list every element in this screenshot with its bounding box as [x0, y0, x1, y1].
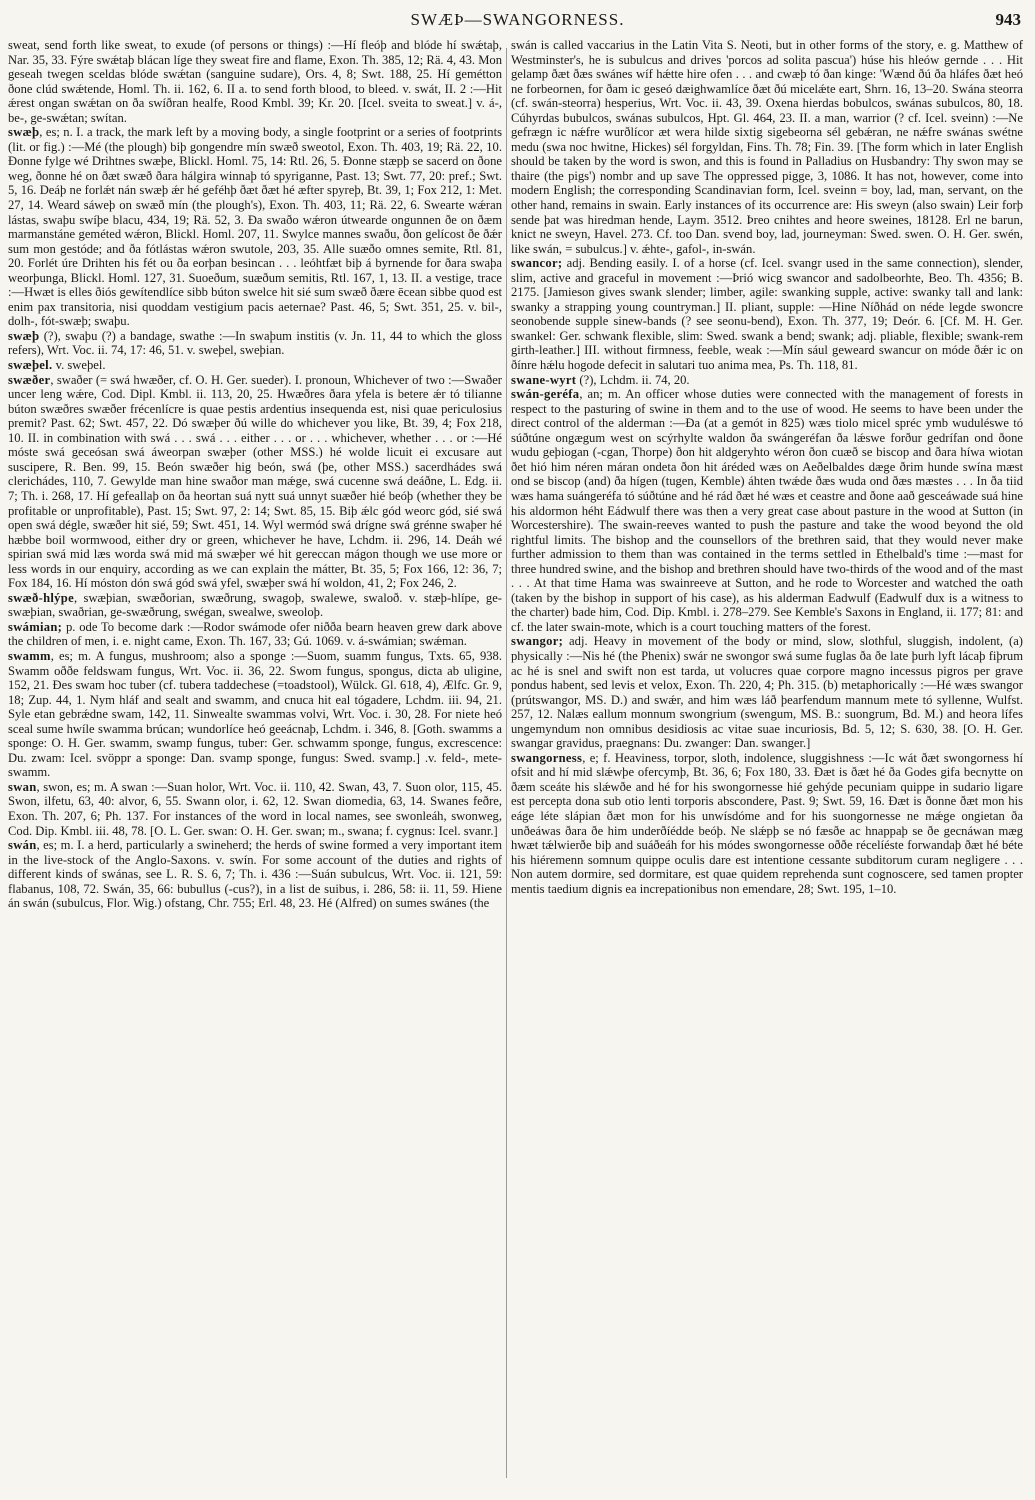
entry-body: , es; n. I. a track, the mark left by a moving body, a single footprint or a series of footprints (lit. or fig.) :—Mé (the plough) biþ gongendre mín swæð sweotol, Exon. Th. 403, 19; Rä. 22, 10. Ðonne fylge wé Drihtnes swæþe, Blickl. Homl. 75, 14: Rtl. 26, 5. Ðonne stæpþ se sacerd on ðone weg, ðonne hé on ðæt swæð ðara hálgira winnaþ tó spyriganne, Past. 13; Swt. 77, 20: pref.; Swt. 5, 16. Deáþ ne forlǽt nán swæþ ǽr hé geféhþ ðæt ðæt hé æfter spyreþ, Bt. 39, 1; Fox 212, 1: Met. 27, 14. Weard sáweþ on swæð mín (the plough's), Exon. Th. 403, 11; Rä. 22, 6. Swearte wǽran lástas, swaþu swíþe blacu, 434, 19; Rä. 52, 3. Ða swaðo wǽron útwearde ongunnen ðe on ðæm marmanstáne geméted wǽron, Blickl. Homl. 207, 11. Swylce mannes swaðu, ðon gelícost ðe ðǽr sum mon gestóde; and ða fótlástas wǽron swutole, 203, 35. Alle suæðo omnes semite, Rtl. 81, 20. Forlét úre Drihten his fét ou ða eorþan besincan . . . leóhtfæt biþ á byrnende for ðara swaþa weorþunga, Blickl. Homl. 127, 31. Suoeðum, suæðum semitis, Rtl. 167, 1, 13. II. a vestige, trace :—Hwæt is elles ðiós gewítendlíce sibb búton swelce hit sié sum swæð ðære ēcean sibbe quod est enim pax transitoria, nisi quoddam vestigium pacis aeternae? Past. 46, 5; Swt. 351, 25. v. bil-, dolh-, fót-swæþ; swaþu.	[8, 125, 502, 329]
entry-body: , swæþian, swæðorian, swæðrung, swagoþ, swalewe, swaloð. v. stæþ-hlípe, ge-swæþian, swaðrian, ge-swæðrung, swégan, swealwe, sweoloþ.	[8, 590, 502, 620]
entry-headword: swæþ	[8, 125, 40, 140]
running-title: SWÆÞ—SWANGORNESS.	[410, 10, 625, 29]
dictionary-entry	[8, 620, 502, 649]
entry-headword: swán	[8, 838, 37, 853]
entry-body: adj. Heavy in movement of the body or mind, slow, slothful, sluggish, indolent, (a) physically :—Nis hé (the Phenix) swár ne swongor swá sume fuglas ða ðe late þurh lyft lácaþ fiþrum ac hé is snel and swift non est tarda, ut volucres quae corpore magno incessus pigros per grave pondus habent, sed levis et velox, Exon. Th. 220, 4; Ph. 315. (b) metaphorically :—Hé wæs swangor (prútswangor, MS. D.) and swǽr, and him wæs láð þearfendum mannum mete tó syllenne, Wulfst. 257, 12. Nalæs eallum monnum swongrium (swengum, MS. B.: suongrum, Bd. M.) and heora lífes ungemyndum non omnibus desidiosis ac vitae suae incuriosis, Bd. 5, 12; S. 630, 38. [O. H. Ger. swangar gravidus, praegnans: Du. zwanger: Dan. swanger.]	[511, 634, 1023, 751]
column-divider	[506, 48, 507, 1478]
dictionary-entry	[8, 358, 502, 373]
dictionary-entry	[8, 329, 502, 358]
entry-headword: swámian;	[8, 619, 63, 634]
dictionary-entry	[511, 38, 1023, 256]
dictionary-entry	[511, 751, 1023, 896]
entry-headword: swán-geréfa	[511, 387, 580, 402]
dictionary-entry	[511, 373, 1023, 388]
dictionary-entry	[8, 838, 502, 911]
dictionary-entry	[8, 373, 502, 591]
entry-body: v. sweþel.	[52, 358, 106, 373]
page-number: 943	[995, 10, 1021, 29]
dictionary-entry	[8, 780, 502, 838]
entry-body: , an; m. An officer whose duties were connected with the management of forests in respect to the pasturing of swine in them and to the use of wood. He seems to have been under the direct control of the alderman :—Ða (at a gemót in 825) wæs tiolo micel spréc ymb wuduléswe tó súðtúne ongægum west on scýrhylte waldon ða swángeréfan ða lǽswe forður gedrífan ond ðone wudu geþiogan (-cgan, Thorpe) ðon hit aldgeryhto wéron ðon cuæð se biscop and ðara híwa wiotan ðet hió him néren máran ondeta ðon hit áréded wæs on Aeðelbaldes dæge ðrim hunde swína mæst ond se biscop (and) ða hígen (tugen, Kemble) áhten twǽde ðæs wuda ond ðæs mæstes . . . In ða tiid wæs hama suángeréfa tó súðtúne and hé rád ðæt hé wæs et ceastre and ðone aað gesceáwade suá hine his aldormon héht Eádwulf there was then a very great case about pasture in the wood at Sutton (in Worcestershire). The swain-reeves wanted to push the pasture and take the wood beyond the old rightful limits. The bishop and the counsellors of the brethren said, that they would never make further admission to them than was contained in the terms settled in Ethelbald's time :—mast for three hundred swine, and the bishop and brethren should have two-thirds of the wood and of the mast . . . At that time Hama was swainreeve at Sutton, and he rode to Worcester and watched the oath (taken by the bishop in support of his case), as his alderman Eadwulf (Eadwulf dux is a witness to the charter) bade him, Cod. Dip. Kmbl. i. 278–279. See Kemble's Saxons in England, ii. 177; 81: and cf. the later swain-mote, which is a court touching matters of the forest.	[511, 387, 1023, 634]
entry-headword: swamm	[8, 648, 51, 663]
dictionary-entry	[511, 256, 1023, 372]
entry-body: , es; m. I. a herd, particularly a swineherd; the herds of swine formed a very important item in the live-stock of the Anglo-Saxons. v. swín. For some account of the duties and rights of different kinds of swánas, see L. R. S. 6, 7; Th. i. 436 :—Suán subulcus, Wrt. Voc. ii. 121, 59: flabanus, 108, 72. Swán, 35, 66: bubullus (-cus?), in a list de suibus, i. 286, 58: ii. 11, 59. Hiene án swán (subulcus, Flor. Wig.) ofstang, Chr. 755; Erl. 48, 23. Hé (Alfred) on sumes swánes (the	[8, 838, 502, 911]
dictionary-entry	[511, 634, 1023, 750]
entry-body: swán is called vaccarius in the Latin Vita S. Neoti, but in other forms of the story, e. g. Matthew of Westminster's, he is subulcus and drives 'porcos ad solita pascua') húse his hleów gernde . . . Hit gelamp ðæt ðæs swánes wíf hǽtte hire ofen . . . and cwæþ tó ðan kinge: 'Wænd ðú ða hláfes ðæt heó ne forbeornen, for ðam ic geseó dæighwamlíce ðæt ðú micelǽte eart, Shrn. 16, 13–20. Swána steorra (cf. swán-steorra) hesperius, Wrt. Voc. ii. 43, 39. Oxena hierdas bobulcos, swánas subulcos, 80, 18. Cúhyrdas bubulcos, swánas subulcos, Hpt. Gl. 464, 23. II. a man, warrior (? cf. Icel. sveinn) :—Ne gefrægn ic nǽfre wurðlícor æt wera hilde sixtig sigebeorna sél gebǽran, ne nǽfre swánas swétne medu (swa noc hwitne, Hickes) sél forgyldan, Fins. Th. 78; Fin. 39. [The form which in later English should be taken by the word is swon, and this is found in Palladius on Husbandry: Thy swon may se thaire (the pigs') nombr and up save The oppressed pigge, 3, 1086. It has not, however, come into modern English; the corresponding Scandinavian form, Icel. sveinn = boy, lad, man, servant, on the other hand, remains in swain. Early instances of its occurrence are: His sweyn (also swain) Leir forþ sende þat was hiredman hende, Laym. 3512. Þreo cnihtes and heore sweines, 18128. Erl ne barun, knict ne sweyn, Havel. 273. Cf. too Dan. svend boy, lad, journeyman: Swed. swen. O. H. Ger. swén, like swán, = subulcus.] v. ǽhte-, gafol-, in-swán.	[511, 38, 1023, 256]
entry-headword: swæþel.	[8, 358, 53, 373]
entry-body: , e; f. Heaviness, torpor, sloth, indolence, sluggishness :—Ic wát ðæt swongorness hí ofsit and hí mid slǽwþe ofercymþ, Bt. 36, 6; Fox 180, 33. Ðæt is ðæt hé ða Godes gifa becnytte on ðæm sceáte his slǽwðe and hé for his swongornesse hié gehýde pecuniam quippe in sudario ligare est percepta dona sub otio lenti torporis abscondere, Past. 9; Swt. 59, 16. Ðæt is ðonne ðæt mon his eáge léte slápian ðæt mon for his unwísdóme and for his suongornesse ne mǽge ongietan ða unðeáwas ðara ðe him underðíédde beóþ. Ne slǽpþ se nó fæsðe ac hnappaþ se ðe gecnáwan mæg hwæt tǽlwierðe biþ and suáðeáh for his módes swongornesse oððe récelíéste forwandaþ ðæt hé béte his hiéremenn somnum quippe oculis dare est intentione cessante subditorum curam negligere . . . Non autem dormire, sed dormitare, est quae quidem reprehenda sunt cognoscere, sed tamen propter mentis taedium dignis ea increpationibus non emendare, 28; Swt. 195, 1–10.	[511, 750, 1023, 896]
entry-headword: swæþ	[8, 328, 40, 343]
entry-headword: swancor;	[511, 256, 563, 271]
entry-body: sweat, send forth like sweat, to exude (of persons or things) :—Hí fleóþ and blóde hí swǽtaþ, Nar. 35, 33. Fýre swǽtaþ blácan líge they sweat fire and flame, Exon. Th. 385, 12; Rä. 4, 43. Mon geseah twegen sceldas blóde swǽtan (sanguine sudare), Ors. 4, 8; Swt. 188, 25. Hí gemétton ðone clúd swǽtende, Homl. Th. ii. 162, 6. II a. to send forth blood, to bleed. v. swát, II. 2 :—Hit ǽrest ongan swǽtan on ða swíðran healfe, Rood Kmbl. 39; Kr. 20. [Icel. sveita to sweat.] v. á-, be-, ge-swǽtan; swítan.	[8, 38, 502, 125]
page-header	[0, 8, 1035, 34]
entry-body: , swaðer (= swá hwæðer, cf. O. H. Ger. sueder). I. pronoun, Whichever of two :—Swaðer uncer leng wǽre, Cod. Dipl. Kmbl. ii. 113, 20, 25. Hwæðres ðara yfela is betere ǽr tó tilianne búton swæðres swæðer frécenlícre is quae pestis ardentius insequenda est, nisi quae periculosius premit? Past. 62; Swt. 457, 22. Dó swæþer ðú wille do whichever you like, Bt. 39, 4; Fox 218, 10. II. in combination with swá . . . swá . . . either . . . or . . . whichever, whether . . . or :—Hé móste swá geceósan swá áweorpan swæþer (other MSS.) hé wolde licuit ei excusare aut suscipere, R. Ben. 99, 15. Beón swæðer hig beón, swá (þe, other MSS.) sacerdhádes swá clerichádes, 110, 7. Gewylde man hine swaðor man mǽge, swá cucenne swá deáðne, L. Edg. ii. 7; Th. i. 268, 17. Hí gefeallaþ on ða heortan suá nytt suá unnyt suæðer hié beóþ (whether they be profitable or unprofitable), Past. 15; Swt. 97, 2: 14; Swt. 85, 15. Biþ ǽlc gód weorc gód, sié swá open swá dégle, swæðer hit sié, 59; Swt. 451, 14. Wyl wermód swá drígne swá grénne swaþer hé hæbbe boil wormwood, either dry or green, whichever he have, Lchdm. ii. 296, 14. Deáh wé spirian swá mid læs worda swá mid má swæþer wé hit gereccan mágon though we use more or less words in our enquiry, according as we can explain the mátter, Bt. 35, 5; Fox 166, 12: 36, 7; Fox 184, 16. Hí móston dón swá gód swá yfel, swæþer swá hí woldon, 41, 2; Fox 246, 2.	[8, 372, 502, 591]
dictionary-entry	[8, 649, 502, 780]
dictionary-entry	[8, 38, 502, 125]
entry-headword: swæð-hlýpe	[8, 590, 74, 605]
right-column	[511, 38, 1023, 1490]
dictionary-entry	[8, 125, 502, 329]
left-column	[8, 38, 502, 1490]
entry-headword: swane-wyrt	[511, 372, 577, 387]
entry-headword: swan	[8, 779, 37, 794]
dictionary-entry	[511, 387, 1023, 634]
entry-body: (?), swaþu (?) a bandage, swathe :—In swaþum institis (v. Jn. 11, 44 to which the gloss refers), Wrt. Voc. ii. 74, 17: 46, 51. v. sweþel, sweþian.	[8, 328, 502, 358]
entry-body: adj. Bending easily. I. of a horse (cf. Icel. svangr used in the same connection), slender, slim, active and graceful in movement :—Þrió wicg swancor and sadolbeorhte, Beo. Th. 4356; B. 2175. [Jamieson gives swank slender; limber, agile: swanking supple, active: swanky tall and lank: swanky a strapping young countryman.] II. pliant, supple: —Hine Níðhád on néde legde swoncre seonobende supple sinew-bands (? see seonu-bend), Exon. Th. 377, 19; Deór. 6. [Cf. M. H. Ger. swankel: Ger. schwank flexible, slim: Swed. swank a bend; swank; adj. pliable, flexible; swank-rem girth-leather.] III. without firmness, feeble, weak :—Mín sául geweard swancur on móde ðǽr ic on ðínre hǽlu hogode defecit in salutari tuo anima mea, Ps. Th. 118, 81.	[511, 256, 1023, 373]
entry-headword: swæðer	[8, 372, 51, 387]
entry-body: p. ode To become dark :—Rodor swámode ofer niðða bearn heaven grew dark above the children of men, i. e. night came, Exon. Th. 167, 33; Gú. 1069. v. á-swámian; swǽman.	[8, 619, 502, 649]
entry-headword: swangor;	[511, 634, 564, 649]
entry-headword: swangorness	[511, 750, 583, 765]
entry-body: , es; m. A fungus, mushroom; also a sponge :—Suom, suamm fungus, Txts. 65, 938. Swamm oððe feldswam fungus, Wrt. Voc. ii. 36, 22. Swom fungus, spongus, dicta ab uligine, 152, 21. Ðes swam hoc tuber (cf. tubera taddechese (=toadstool), Wülck. Gl. 618, 4), Ælfc. Gr. 9, 18; Zup. 44, 1. Nym hláf and sealt and swamm, and cnuca hit eal tógadere, Lchdm. iii. 94, 21. Syle etan gebrǽdne swam, 142, 11. Sinwealte swammas volvi, Wrt. Voc. i. 30, 28. For niete heó sceal sume hwíle swamma brúcan; wundorlíce heó geeácnaþ, Lchdm. i. 346, 8. [Goth. swamms a sponge: O. H. Ger. swamm, swamp fungus, tuber: Ger. schwamm sponge, fungus, excrescence: Du. zwam: Icel. svöppr a sponge: Dan. svamp sponge, fungus: Swed. svamp.] .v. feld-, mete-swamm.	[8, 648, 502, 780]
dictionary-entry	[8, 591, 502, 620]
entry-body: (?), Lchdm. ii. 74, 20.	[576, 372, 690, 387]
entry-body: , swon, es; m. A swan :—Suan holor, Wrt. Voc. ii. 110, 42. Swan, 43, 7. Suon olor, 115, 45. Swon, ilfetu, 63, 40: alvor, 6, 55. Swann olor, i. 62, 12. Swan diomedia, 63, 14. Swanes feðre, Exon. Th. 207, 6; Ph. 137. For instances of the word in local names, see swonleáh, swonweg, Cod. Dip. Kmbl. iii. 48, 78. [O. L. Ger. swan: O. H. Ger. swan; m., swana; f. cygnus: Icel. svanr.]	[8, 779, 502, 838]
